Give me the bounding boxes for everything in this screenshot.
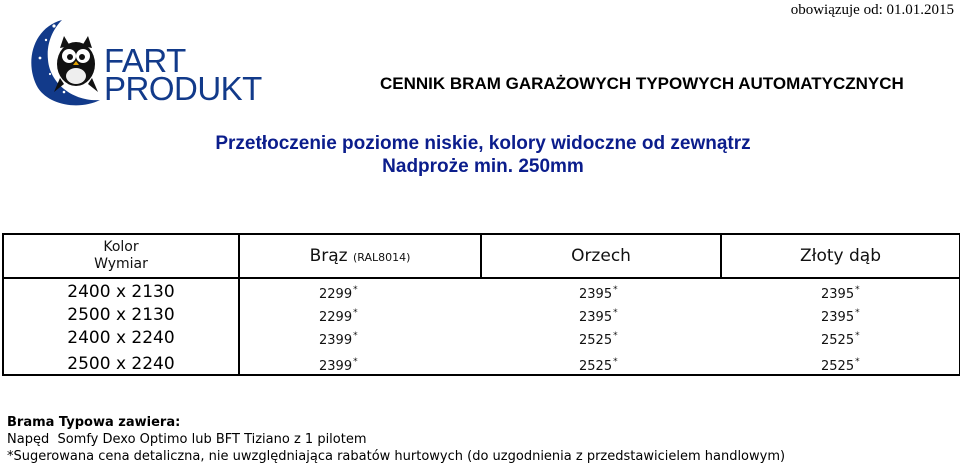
logo-text-line1: FART (104, 42, 186, 79)
logo-text-line2: PRODUKT (104, 70, 262, 107)
valid-from-date: obowiązuje od: 01.01.2015 (790, 2, 954, 18)
table-row (3, 348, 960, 375)
notes-section (7, 414, 785, 465)
column-header-zloty-dab: Złoty dąb (721, 234, 960, 278)
company-logo (24, 18, 274, 108)
size-cell: 2500 x 2240 (3, 348, 239, 375)
table-row (3, 278, 960, 302)
price-cell: 2525* (821, 331, 860, 348)
price-cell: 2399* (319, 357, 358, 374)
size-cell: 2400 x 2240 (3, 325, 239, 348)
price-table (2, 233, 960, 376)
size-label: Wymiar (94, 256, 148, 272)
table-row (3, 302, 960, 325)
table-row (3, 325, 960, 348)
document-title: CENNIK BRAM GARAŻOWYCH TYPOWYCH AUTOMATYCZNYCH (380, 74, 904, 93)
price-cell: 2525* (821, 357, 860, 374)
size-cell: 2400 x 2130 (3, 278, 239, 302)
price-cell: 2395* (821, 308, 860, 325)
price-cell: 2299* (319, 285, 358, 302)
column-header-orzech: Orzech (481, 234, 721, 278)
size-cell: 2500 x 2130 (3, 302, 239, 325)
table-header-row (3, 234, 960, 278)
price-cell: 2395* (579, 285, 618, 302)
price-cell: 2525* (579, 331, 618, 348)
notes-price-disclaimer: *Sugerowana cena detaliczna, nie uwzględniająca rabatów hurtowych (do uzgodnienia z przedstawicielem handlowym) (7, 449, 786, 464)
price-cell: 2299* (319, 308, 358, 325)
notes-heading: Brama Typowa zawiera: (7, 415, 181, 430)
price-cell: 2395* (821, 285, 860, 302)
corner-header (3, 234, 239, 278)
price-cell: 2525* (579, 357, 618, 374)
color-label: Kolor (103, 239, 139, 255)
column-header-braz: Brąz (RAL8014) (239, 234, 481, 278)
price-cell: 2399* (319, 331, 358, 348)
subtitle-embossing: Przetłoczenie poziome niskie, kolory widoczne od zewnątrz (215, 133, 751, 154)
ral-code: (RAL8014) (352, 251, 411, 264)
notes-drive-info: Napęd Somfy Dexo Optimo lub BFT Tiziano z 1 pilotem (7, 432, 367, 447)
price-cell: 2395* (579, 308, 618, 325)
subtitle-lintel: Nadproże min. 250mm (382, 156, 584, 177)
